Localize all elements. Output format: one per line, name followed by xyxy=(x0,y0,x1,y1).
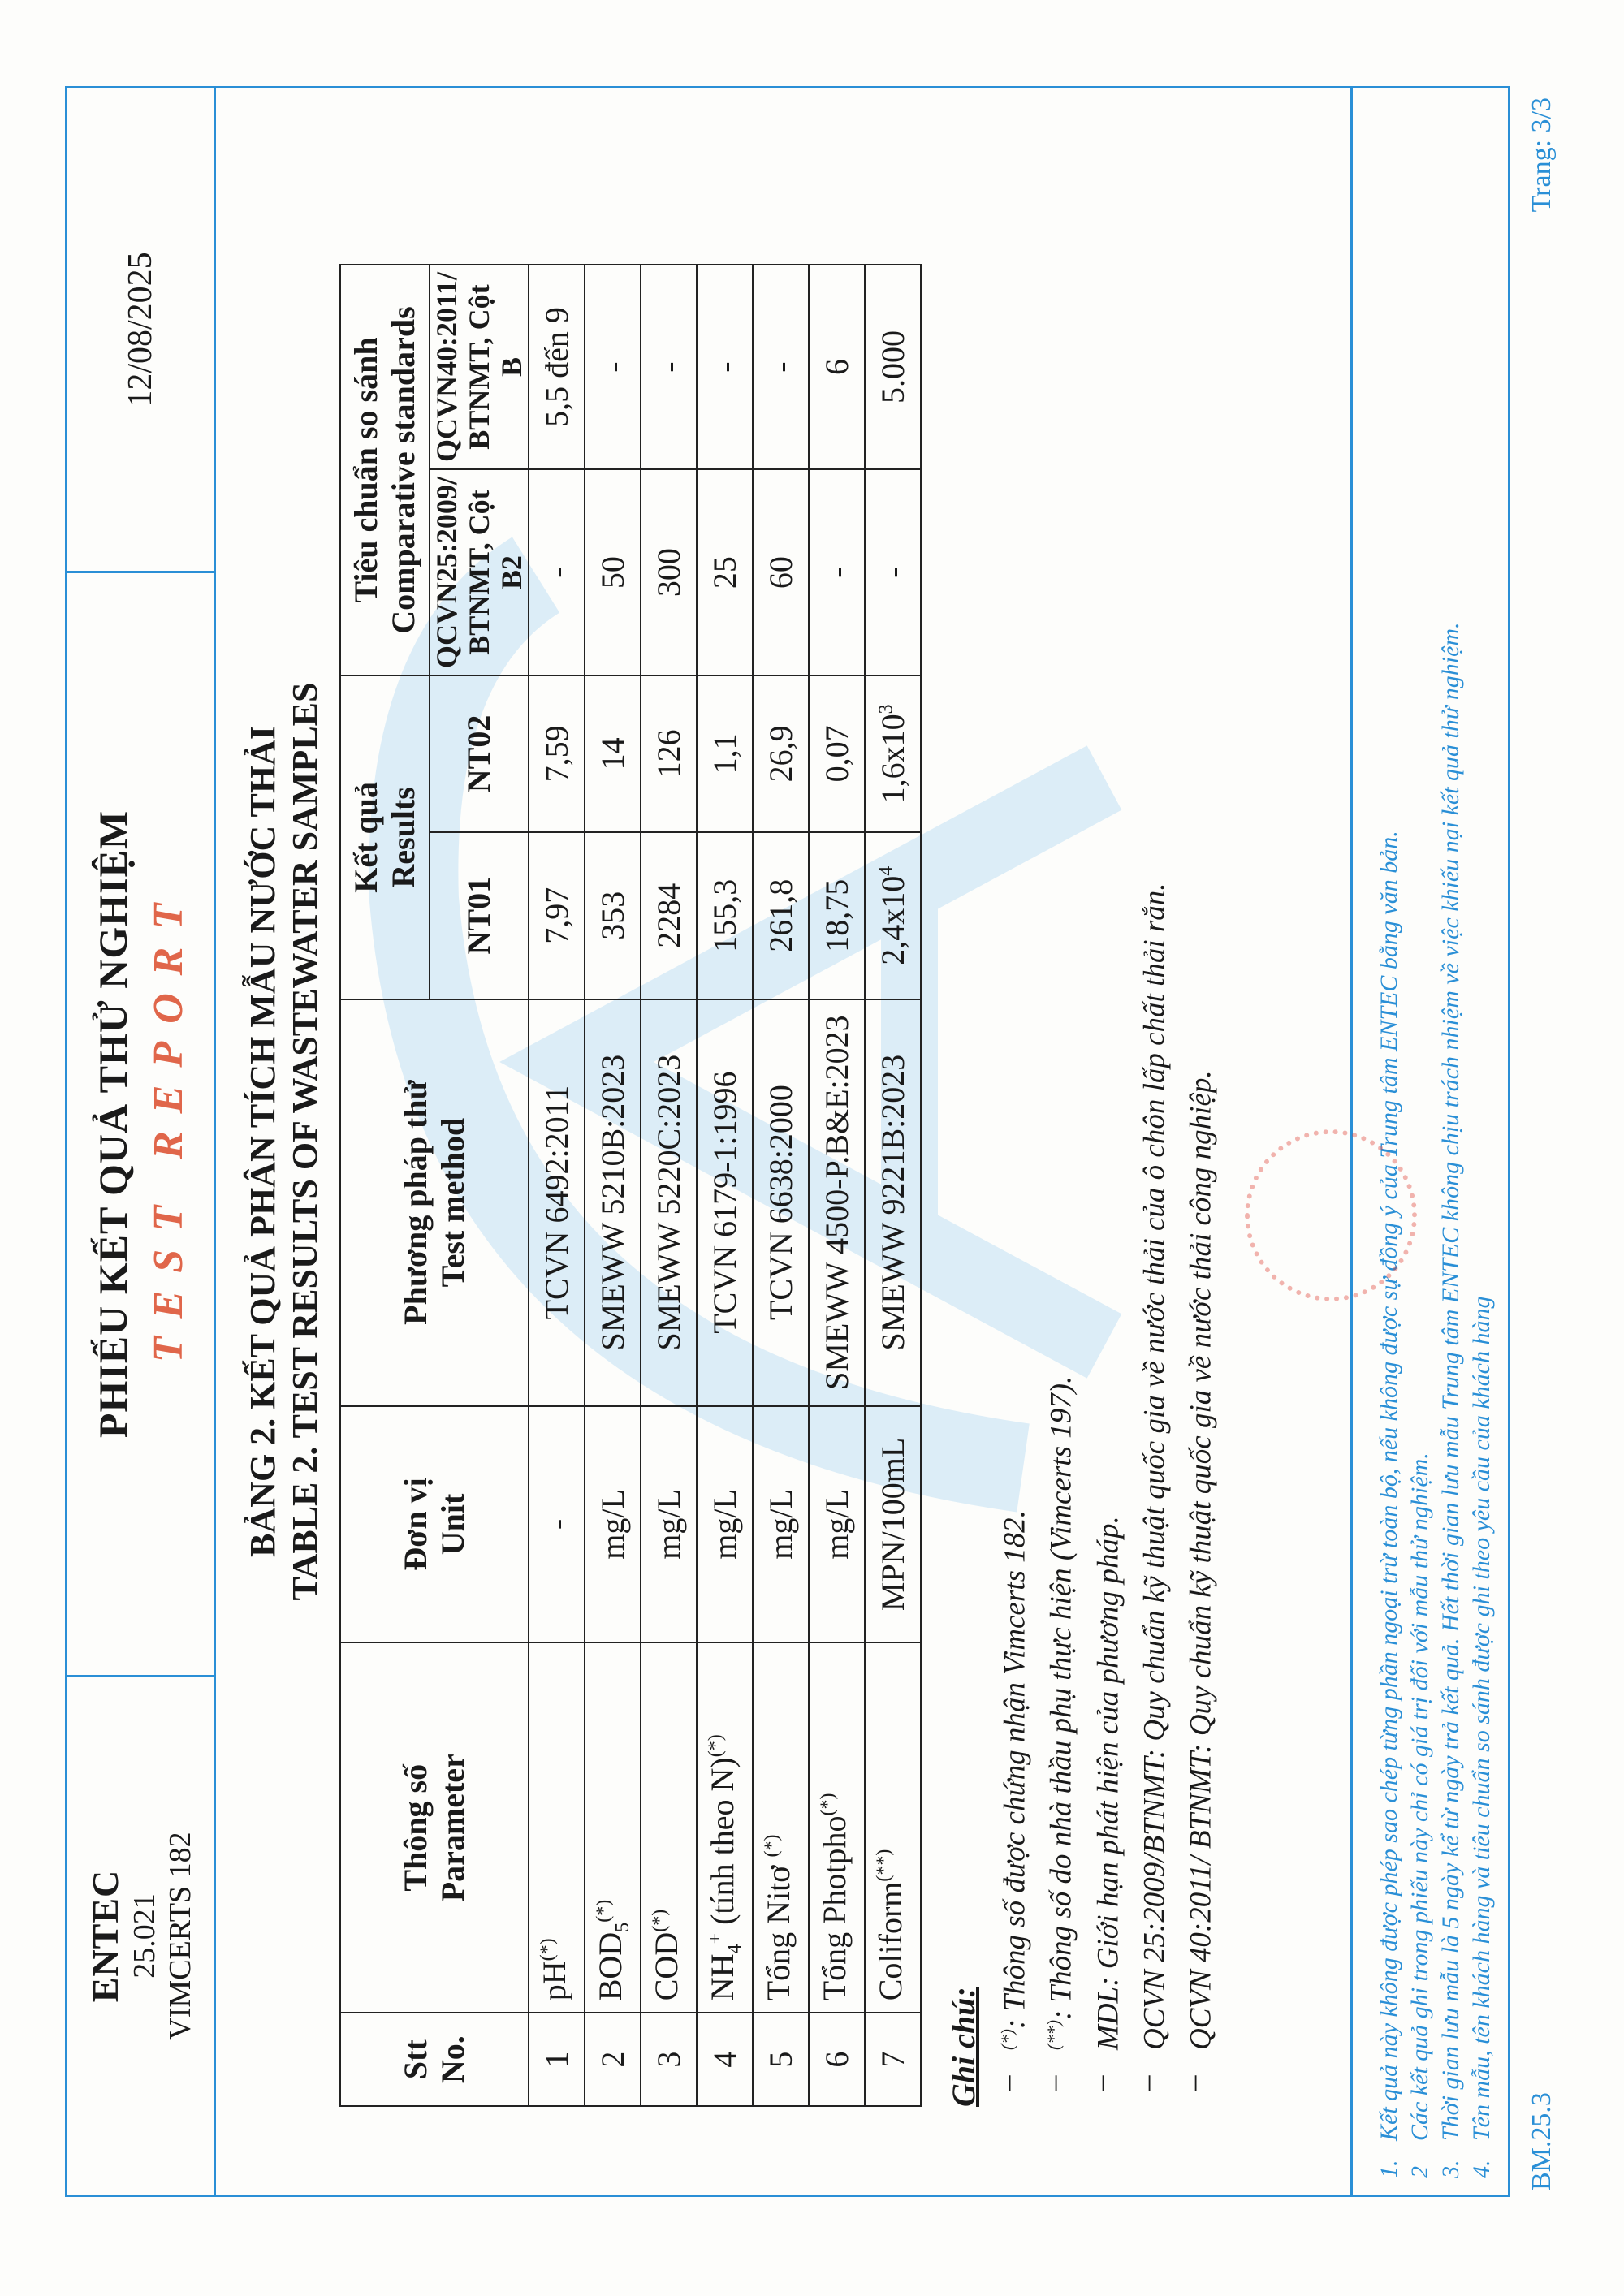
col-header-nt02: NT02 xyxy=(430,675,529,832)
table-row xyxy=(697,265,753,2106)
cell-qcvn40: - xyxy=(585,265,641,469)
cell-qcvn40: 5.000 xyxy=(865,265,921,469)
note-item: – MDL: Giới hạn phát hiện của phương pháp. xyxy=(1083,1516,1125,2091)
cell-no: 4 xyxy=(697,2013,753,2106)
cell-unit: mg/L xyxy=(697,1406,753,1643)
cell-method: TCVN 6492:2011 xyxy=(529,999,585,1406)
cell-qcvn40: 6 xyxy=(809,265,865,469)
cell-nt01: 155,3 xyxy=(697,832,753,999)
cell-method: SMEWW 4500-P.B&E:2023 xyxy=(809,999,865,1406)
cell-method: TCVN 6179-1:1996 xyxy=(697,999,753,1406)
col-header-no: Stt No. xyxy=(340,2013,529,2106)
title-block xyxy=(67,571,214,1675)
cell-nt01: 353 xyxy=(585,832,641,999)
table-title-en: TABLE 2. TEST RESULTS OF WASTEWATER SAMPLES xyxy=(285,682,325,1601)
col-header-unit: Đơn vị Unit xyxy=(340,1406,529,1643)
table-row xyxy=(865,265,921,2106)
cell-nt02: 7,59 xyxy=(529,675,585,832)
cell-unit: mg/L xyxy=(809,1406,865,1643)
note-item: – (*): Thông số được chứng nhận Vimcerts 182. xyxy=(991,1510,1032,2091)
note-item: – QCVN 25:2009/BTNMT: Quy chuẩn kỹ thuật quốc gia về nước thải của ô chôn lấp chất thải rắn. xyxy=(1129,883,1172,2091)
cell-no: 1 xyxy=(529,2013,585,2106)
col-header-param: Thông số Parameter xyxy=(340,1642,529,2013)
cell-no: 7 xyxy=(865,2013,921,2106)
table-row xyxy=(809,265,865,2106)
cell-nt01: 2284 xyxy=(641,832,697,999)
cell-nt02: 126 xyxy=(641,675,697,832)
table-row xyxy=(529,265,585,2106)
footer-item: 1. Kết quả này không được phép sao chép từng phần ngoại trừ toàn bộ, nếu không được sự đồng ý của Trung tâm ENTEC bằng văn bản. xyxy=(1376,831,1402,2178)
footer-item: 3. Thời gian lưu mẫu là 5 ngày kể từ ngày trả kết quả. Hết thời gian lưu mẫu Trung tâm ENTEC không chịu trách nhiệm về việc khiếu nại kết quả thử nghiệm. xyxy=(1437,622,1464,2178)
cell-nt02: 26,9 xyxy=(753,675,809,832)
cell-nt02: $1,6x10^3$ xyxy=(865,675,921,832)
cell-no: 3 xyxy=(641,2013,697,2106)
cell-method: TCVN 6638:2000 xyxy=(753,999,809,1406)
footer-item: 2 Các kết quả ghi trong phiếu này chỉ có giá trị đối với mẫu thử nghiệm. xyxy=(1406,1452,1433,2178)
cell-unit: - xyxy=(529,1406,585,1643)
cell-param: $NH_4^+$ (tính theo N)(*) xyxy=(697,1642,753,2013)
page-subtitle: TEST REPORT xyxy=(145,885,192,1363)
cell-param: Tổng Photpho(*) xyxy=(809,1642,865,2013)
cell-no: 5 xyxy=(753,2013,809,2106)
table-row xyxy=(753,265,809,2106)
cell-nt01: 261,8 xyxy=(753,832,809,999)
red-seal-stamp-icon xyxy=(1245,1129,1417,1301)
col-header-results: Kết quả Results xyxy=(340,675,430,999)
cell-no: 6 xyxy=(809,2013,865,2106)
cell-qcvn25: - xyxy=(529,469,585,675)
org-name: ENTEC xyxy=(84,1869,126,2003)
footer-item: 4. Tên mẫu, tên khách hàng và tiêu chuẩn so sánh được ghi theo yêu cầu của khách hàng xyxy=(1468,1296,1495,2178)
cell-qcvn25: 25 xyxy=(697,469,753,675)
cell-param: pH(*) xyxy=(529,1642,585,2013)
cell-qcvn25: - xyxy=(809,469,865,675)
cell-qcvn25: - xyxy=(865,469,921,675)
report-header xyxy=(67,88,216,2195)
cell-unit: mg/L xyxy=(585,1406,641,1643)
org-code: 25.021 xyxy=(127,1893,162,1979)
cell-nt01: $2,4x10^4$ xyxy=(865,832,921,999)
cell-nt01: 18,75 xyxy=(809,832,865,999)
notes-section xyxy=(944,240,1221,2107)
cell-unit: mg/L xyxy=(753,1406,809,1643)
cell-nt02: 0,07 xyxy=(809,675,865,832)
cell-param: Tổng Nitơ (*) xyxy=(753,1642,809,2013)
cell-nt02: 1,1 xyxy=(697,675,753,832)
col-header-qcvn25: QCVN25:2009/ BTNMT, Cột B2 xyxy=(430,469,529,675)
cell-param: $BOD_5^{(*)}$ xyxy=(585,1642,641,2013)
col-header-standards: Tiêu chuẩn so sánh Comparative standards xyxy=(340,265,430,675)
results-table-body xyxy=(529,265,921,2106)
report-date: 12/08/2025 xyxy=(122,252,159,408)
col-header-method: Phương pháp thử Test method xyxy=(340,999,529,1406)
table-title xyxy=(242,88,326,2195)
cell-param: Coliform(**) xyxy=(865,1642,921,2013)
notes-title: Ghi chú: xyxy=(945,1987,982,2107)
form-code: BM.25.3 xyxy=(1527,2092,1557,2190)
cell-method: SMEWW 5220C:2023 xyxy=(641,999,697,1406)
table-title-vi: BẢNG 2. KẾT QUẢ PHÂN TÍCH MẪU NƯỚC THẢI xyxy=(243,726,283,1557)
report-frame xyxy=(65,86,1510,2197)
cell-qcvn25: 50 xyxy=(585,469,641,675)
table-row xyxy=(585,265,641,2106)
cell-qcvn40: 5,5 đến 9 xyxy=(529,265,585,469)
date-block xyxy=(67,88,214,571)
table-row xyxy=(641,265,697,2106)
org-cert: VIMCERTS 182 xyxy=(162,1832,197,2040)
cell-method: SMEWW 9221B:2023 xyxy=(865,999,921,1406)
page-number: Trang: 3/3 xyxy=(1527,97,1557,213)
cell-nt02: 14 xyxy=(585,675,641,832)
cell-unit: mg/L xyxy=(641,1406,697,1643)
results-table xyxy=(339,264,922,2107)
cell-qcvn40: - xyxy=(753,265,809,469)
note-item: – (**): Thông số do nhà thầu phụ thực hiện (Vimcerts 197). xyxy=(1037,1375,1078,2091)
col-header-nt01: NT01 xyxy=(430,832,529,999)
cell-unit: MPN/100mL xyxy=(865,1406,921,1643)
note-item: – QCVN 40:2011/ BTNMT: Quy chuẩn kỹ thuật quốc gia về nước thải công nghiệp. xyxy=(1177,1070,1218,2091)
page-title: PHIẾU KẾT QUẢ THỬ NGHIỆM xyxy=(89,809,136,1439)
cell-qcvn40: - xyxy=(697,265,753,469)
org-block xyxy=(67,1675,214,2195)
cell-param: COD(*) xyxy=(641,1642,697,2013)
cell-no: 2 xyxy=(585,2013,641,2106)
cell-nt01: 7,97 xyxy=(529,832,585,999)
cell-qcvn25: 60 xyxy=(753,469,809,675)
cell-qcvn25: 300 xyxy=(641,469,697,675)
cell-method: SMEWW 5210B:2023 xyxy=(585,999,641,1406)
col-header-qcvn40: QCVN40:2011/ BTNMT, Cột B xyxy=(430,265,529,469)
cell-qcvn40: - xyxy=(641,265,697,469)
